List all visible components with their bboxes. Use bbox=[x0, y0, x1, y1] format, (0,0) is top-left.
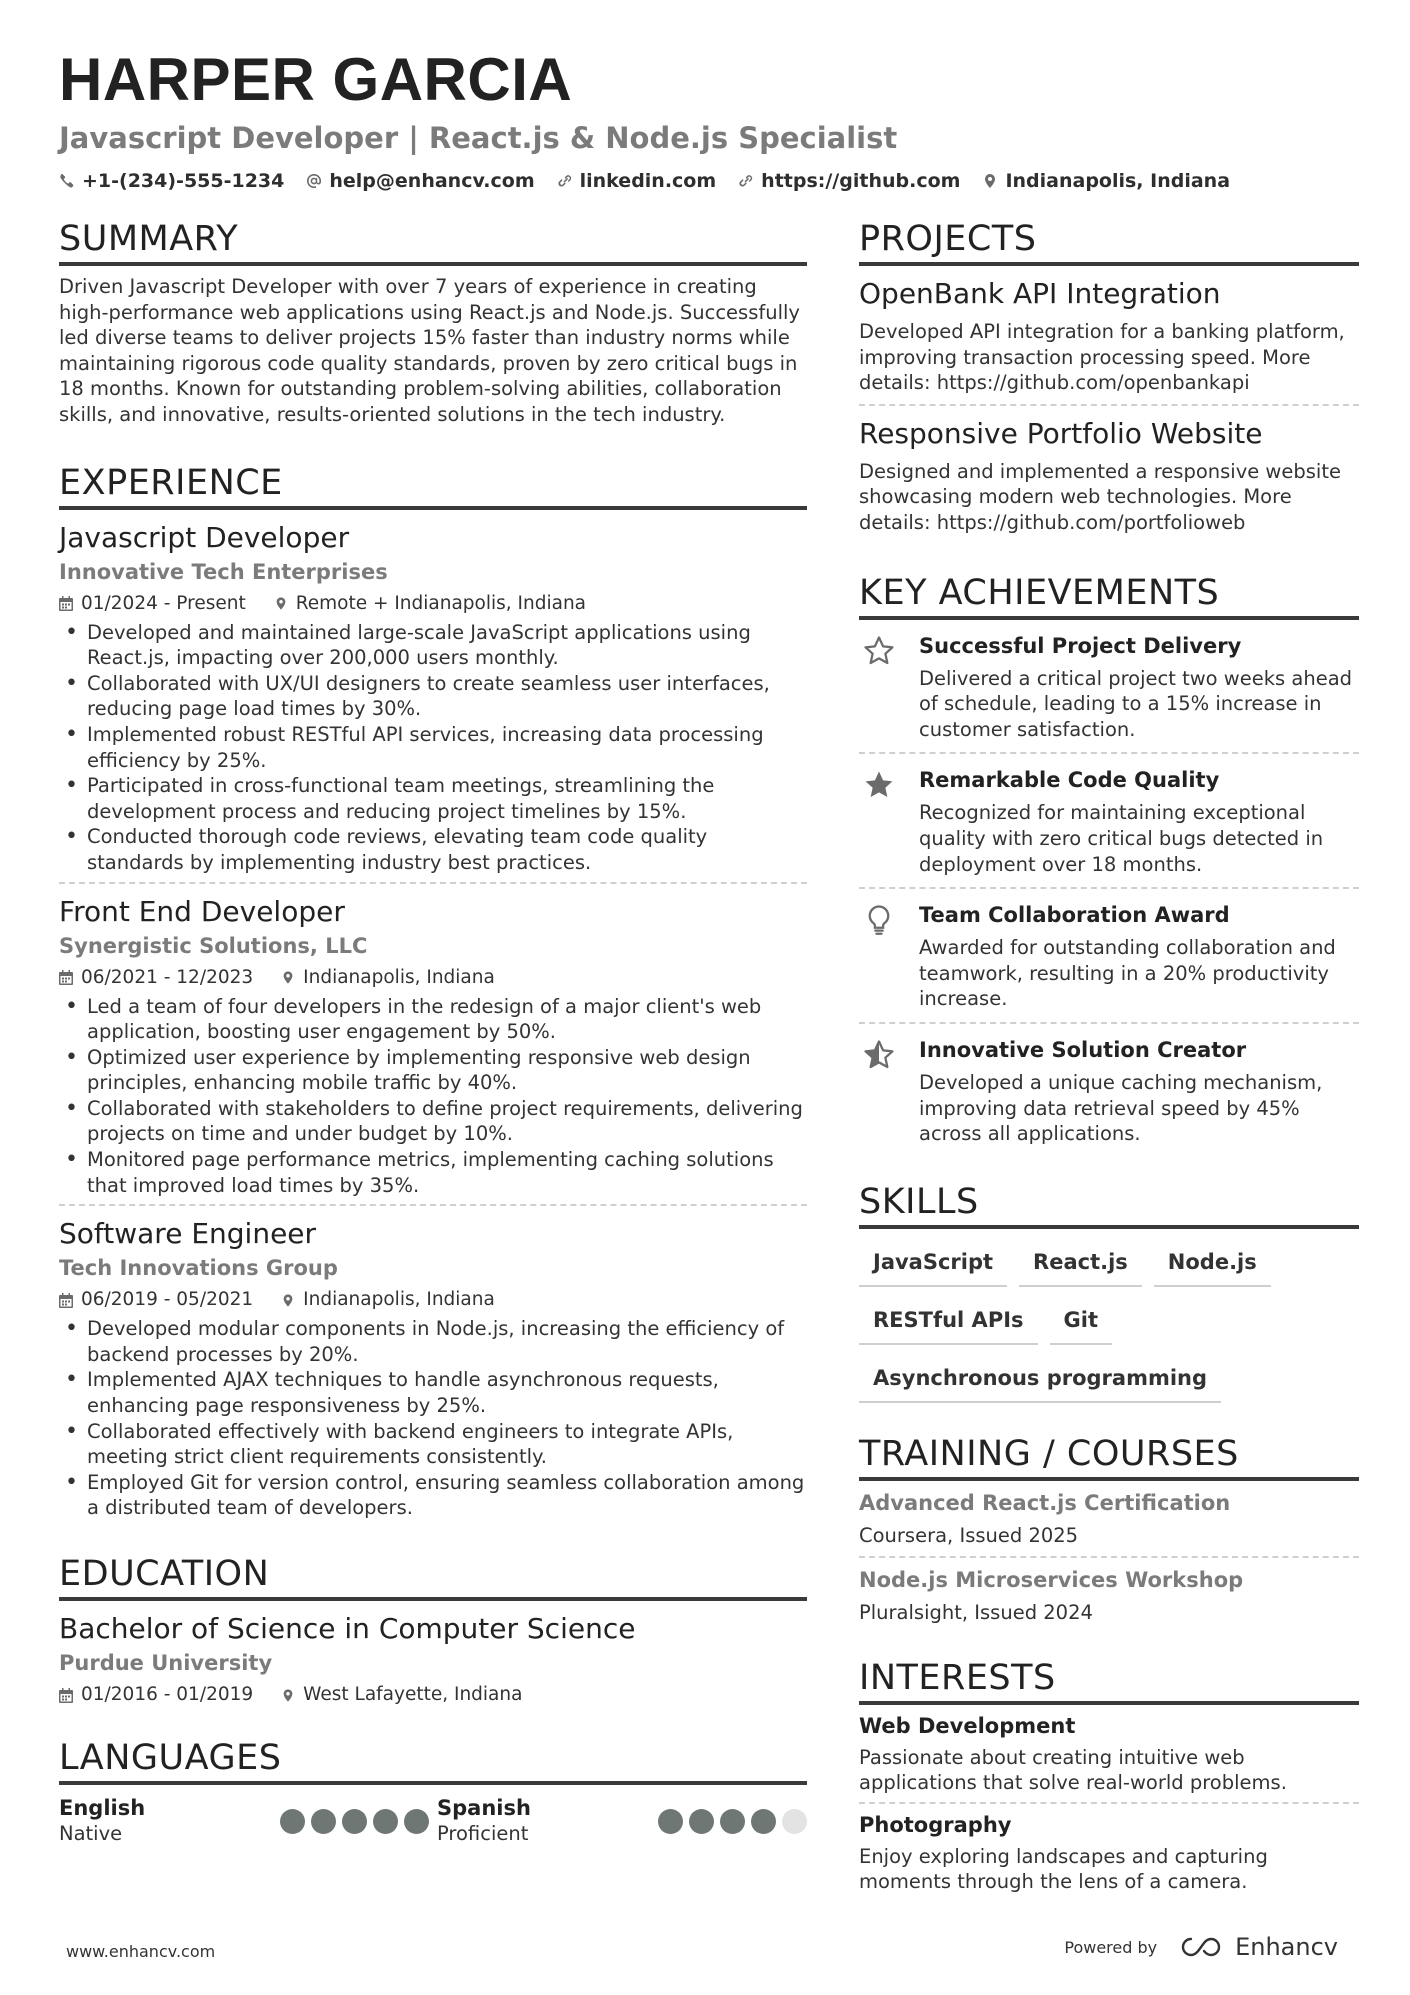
job-bullets bbox=[59, 620, 807, 876]
job-entry bbox=[59, 884, 807, 1207]
projects-section bbox=[859, 218, 1359, 544]
proficiency-dot-empty bbox=[782, 1809, 807, 1834]
phone-icon bbox=[59, 173, 75, 189]
achievement-description: Developed a unique caching mechanism, improving data retrieval speed by 45% across all applications. bbox=[919, 1070, 1323, 1146]
bullet-item: • Participated in cross-functional team meetings, streamlining the development process and reducing project timelines by 15%. bbox=[59, 773, 807, 824]
location-pin-icon bbox=[281, 1688, 295, 1703]
bullet-item: • Employed Git for version control, ensuring seamless collaboration among a distributed team of developers. bbox=[59, 1470, 807, 1521]
interest-entry bbox=[859, 1804, 1359, 1901]
project-description: Developed API integration for a banking platform, improving transaction processing speed. More details: https://github.com/openbankapi bbox=[859, 320, 1345, 395]
proficiency-dots bbox=[280, 1809, 429, 1834]
lightbulb-icon bbox=[862, 903, 896, 937]
job-location bbox=[281, 1288, 495, 1312]
achievement-icon-wrap bbox=[859, 766, 899, 877]
section-title: SUMMARY bbox=[59, 218, 807, 266]
right-column bbox=[859, 218, 1359, 1923]
education-location bbox=[281, 1683, 522, 1707]
proficiency-dot-filled bbox=[342, 1809, 367, 1834]
proficiency-dot-filled bbox=[751, 1809, 776, 1834]
job-meta bbox=[59, 966, 807, 990]
education-meta bbox=[59, 1683, 807, 1707]
star-outline-icon bbox=[862, 634, 896, 668]
proficiency-dot-filled bbox=[689, 1809, 714, 1834]
job-location bbox=[274, 592, 586, 616]
section-title: EXPERIENCE bbox=[59, 462, 807, 510]
project-description: Designed and implemented a responsive website showcasing modern web technologies. More details: https://github.com/portfolioweb bbox=[859, 459, 1341, 534]
project-title: OpenBank API Integration bbox=[859, 277, 1221, 310]
calendar-icon bbox=[59, 1688, 73, 1703]
bullet-item: • Developed modular components in Node.js, increasing the efficiency of backend processes by 20%. bbox=[59, 1316, 807, 1367]
bullet-item: • Implemented robust RESTful API services, increasing data processing efficiency by 25%. bbox=[59, 722, 807, 773]
section-title: KEY ACHIEVEMENTS bbox=[859, 572, 1359, 620]
course-provider: Pluralsight, Issued 2024 bbox=[859, 1600, 1093, 1624]
bullet-item: • Optimized user experience by implementing responsive web design principles, enhancing mobile traffic by 40%. bbox=[59, 1045, 807, 1096]
languages-list bbox=[59, 1795, 807, 1847]
phone-text: +1-(234)-555-1234 bbox=[82, 170, 285, 192]
languages-section bbox=[59, 1737, 807, 1847]
skill-tag: JavaScript bbox=[859, 1243, 1007, 1287]
section-title: INTERESTS bbox=[859, 1657, 1359, 1705]
star-half-icon bbox=[862, 1038, 896, 1072]
course-title: Advanced React.js Certification bbox=[859, 1490, 1231, 1515]
github-text: https://github.com bbox=[761, 170, 961, 192]
bullet-item: • Implemented AJAX techniques to handle asynchronous requests, enhancing page responsiveness by 25%. bbox=[59, 1367, 807, 1418]
course-provider: Coursera, Issued 2025 bbox=[859, 1523, 1079, 1547]
achievement-title: Remarkable Code Quality bbox=[919, 768, 1220, 793]
achievement-icon-wrap bbox=[859, 1036, 899, 1147]
interest-title: Web Development bbox=[859, 1713, 1076, 1738]
project-entry bbox=[859, 266, 1359, 406]
powered-by-label: Powered by bbox=[1064, 1937, 1158, 1957]
education-entry bbox=[59, 1601, 807, 1707]
language-item bbox=[437, 1795, 807, 1847]
language-name: English bbox=[59, 1796, 146, 1820]
achievement-description: Recognized for maintaining exceptional quality with zero critical bugs detected in deployment over 18 months. bbox=[919, 801, 1324, 876]
bullet-item: • Conducted thorough code reviews, elevating team code quality standards by implementing industry best practices. bbox=[59, 824, 807, 875]
location-text: Indianapolis, Indiana bbox=[1005, 170, 1231, 192]
skill-tag: Asynchronous programming bbox=[859, 1359, 1221, 1403]
project-entry bbox=[859, 406, 1359, 544]
job-meta bbox=[59, 592, 807, 616]
section-title: EDUCATION bbox=[59, 1553, 807, 1601]
achievements-section bbox=[859, 572, 1359, 1157]
proficiency-dot-filled bbox=[404, 1809, 429, 1834]
link-icon bbox=[557, 173, 573, 189]
interest-title: Photography bbox=[859, 1812, 1012, 1837]
company-name: Innovative Tech Enterprises bbox=[59, 559, 388, 584]
degree: Bachelor of Science in Computer Science bbox=[59, 1612, 636, 1645]
job-entry bbox=[59, 1206, 807, 1527]
achievement-item bbox=[859, 754, 1359, 889]
interest-entry bbox=[859, 1705, 1359, 1804]
location-text: Indianapolis, Indiana bbox=[303, 1289, 495, 1311]
location-pin-icon bbox=[281, 1293, 295, 1308]
job-bullets bbox=[59, 994, 807, 1199]
achievement-description: Delivered a critical project two weeks ahead of schedule, leading to a 15% increase in customer satisfaction. bbox=[919, 666, 1353, 741]
calendar-icon bbox=[59, 970, 73, 985]
email-text: help@enhancv.com bbox=[329, 170, 535, 192]
brand-logo[interactable] bbox=[1179, 1933, 1338, 1961]
section-title: PROJECTS bbox=[859, 218, 1359, 266]
school-name: Purdue University bbox=[59, 1651, 273, 1675]
language-item bbox=[59, 1795, 429, 1847]
project-title: Responsive Portfolio Website bbox=[859, 416, 1263, 450]
company-name: Tech Innovations Group bbox=[59, 1256, 338, 1281]
brand-name: Enhancv bbox=[1235, 1933, 1338, 1961]
location-pin-icon bbox=[281, 970, 295, 985]
job-title: Front End Developer bbox=[59, 894, 345, 928]
interest-description: Enjoy exploring landscapes and capturing moments through the lens of a camera. bbox=[859, 1844, 1268, 1894]
language-name: Spanish bbox=[437, 1796, 531, 1820]
achievement-icon-wrap bbox=[859, 901, 899, 1012]
calendar-icon bbox=[59, 596, 73, 611]
proficiency-dot-filled bbox=[280, 1809, 305, 1834]
achievement-item bbox=[859, 620, 1359, 755]
bullet-item: • Collaborated with UX/UI designers to create seamless user interfaces, reducing page load times by 30%. bbox=[59, 671, 807, 722]
proficiency-dot-filled bbox=[373, 1809, 398, 1834]
course-entry bbox=[859, 1558, 1359, 1633]
contact-bar bbox=[59, 170, 1359, 192]
bullet-item: • Led a team of four developers in the redesign of a major client's web application, boosting user engagement by 50%. bbox=[59, 994, 807, 1045]
location-pin-icon bbox=[982, 173, 998, 189]
link-icon bbox=[738, 173, 754, 189]
location-pin-icon bbox=[274, 596, 288, 611]
proficiency-dot-filled bbox=[720, 1809, 745, 1834]
skill-tag: RESTful APIs bbox=[859, 1301, 1038, 1345]
job-meta bbox=[59, 1288, 807, 1312]
interest-description: Passionate about creating intuitive web applications that solve real-world problems. bbox=[859, 1745, 1287, 1795]
bullet-item: • Monitored page performance metrics, implementing caching solutions that improved load times by 35%. bbox=[59, 1147, 807, 1198]
company-name: Synergistic Solutions, LLC bbox=[59, 933, 368, 958]
at-icon bbox=[306, 173, 322, 189]
left-column bbox=[59, 218, 807, 1869]
contact-linkedin[interactable] bbox=[557, 170, 717, 192]
achievement-title: Innovative Solution Creator bbox=[919, 1037, 1247, 1062]
course-title: Node.js Microservices Workshop bbox=[859, 1567, 1244, 1592]
summary-section bbox=[59, 218, 807, 428]
job-dates bbox=[59, 592, 246, 616]
job-title: Javascript Developer bbox=[59, 520, 350, 554]
section-title: TRAINING / COURSES bbox=[859, 1433, 1359, 1481]
contact-github[interactable] bbox=[738, 170, 960, 192]
interests-section bbox=[859, 1657, 1359, 1901]
achievement-icon-wrap bbox=[859, 632, 899, 743]
bullet-item: • Developed and maintained large-scale JavaScript applications using React.js, impacting over 200,000 users monthly. bbox=[59, 620, 807, 671]
education-dates bbox=[59, 1683, 253, 1707]
training-section bbox=[859, 1433, 1359, 1633]
language-level: Proficient bbox=[437, 1822, 529, 1845]
header bbox=[59, 44, 1359, 192]
contact-email[interactable] bbox=[306, 170, 534, 192]
headline: Javascript Developer | React.js & Node.js Specialist bbox=[59, 121, 898, 155]
bullet-item: • Collaborated with stakeholders to define project requirements, delivering projects on time and under budget by 10%. bbox=[59, 1096, 807, 1147]
skill-tag: Git bbox=[1050, 1301, 1112, 1345]
dates-text: 06/2021 - 12/2023 bbox=[81, 966, 254, 988]
skills-section bbox=[859, 1181, 1359, 1403]
dates-text: 06/2019 - 05/2021 bbox=[81, 1289, 254, 1311]
linkedin-text: linkedin.com bbox=[579, 170, 717, 192]
location-text: Remote + Indianapolis, Indiana bbox=[295, 592, 587, 614]
skill-tag: Node.js bbox=[1154, 1243, 1271, 1287]
contact-phone[interactable] bbox=[59, 170, 284, 192]
dates-text: 01/2024 - Present bbox=[81, 592, 246, 614]
job-dates bbox=[59, 1288, 253, 1312]
contact-location bbox=[982, 170, 1230, 192]
proficiency-dots bbox=[658, 1809, 807, 1834]
dates-text: 01/2016 - 01/2019 bbox=[81, 1684, 254, 1705]
location-text: West Lafayette, Indiana bbox=[303, 1684, 523, 1705]
section-title: SKILLS bbox=[859, 1181, 1359, 1229]
job-bullets bbox=[59, 1316, 807, 1521]
proficiency-dot-filled bbox=[658, 1809, 683, 1834]
section-title: LANGUAGES bbox=[59, 1737, 807, 1785]
candidate-name: HARPER GARCIA bbox=[59, 46, 573, 113]
skill-tag: React.js bbox=[1019, 1243, 1142, 1287]
location-text: Indianapolis, Indiana bbox=[303, 966, 495, 988]
education-section bbox=[59, 1553, 807, 1707]
achievement-item bbox=[859, 889, 1359, 1024]
experience-section bbox=[59, 462, 807, 1527]
footer-website[interactable]: www.enhancv.com bbox=[66, 1942, 216, 1961]
achievement-title: Team Collaboration Award bbox=[919, 903, 1230, 928]
calendar-icon bbox=[59, 1293, 73, 1308]
achievement-title: Successful Project Delivery bbox=[919, 633, 1242, 658]
footer-branding bbox=[1064, 1933, 1338, 1961]
job-dates bbox=[59, 966, 253, 990]
skills-list bbox=[859, 1243, 1339, 1403]
achievement-description: Awarded for outstanding collaboration and teamwork, resulting in a 20% productivity increase. bbox=[919, 936, 1336, 1011]
course-entry bbox=[859, 1481, 1359, 1558]
language-level: Native bbox=[59, 1822, 123, 1845]
summary-text: Driven Javascript Developer with over 7 years of experience in creating high-performance web applications using React.js and Node.js. Successfully led diverse teams to deliver projects 15% faster than industry norms while maintaining rigorous code quality standards, proven by zero critical bugs in 18 months. Known for outstanding problem-solving abilities, collaboration skills, and innovative, results-oriented solutions in the tech industry. bbox=[59, 275, 800, 426]
job-title: Software Engineer bbox=[59, 1217, 317, 1251]
bullet-item: • Collaborated effectively with backend engineers to integrate APIs, meeting strict client requirements consistently. bbox=[59, 1419, 807, 1470]
job-entry bbox=[59, 510, 807, 884]
achievement-item bbox=[859, 1024, 1359, 1157]
star-filled-icon bbox=[862, 768, 896, 802]
enhancv-logo-icon bbox=[1179, 1935, 1225, 1959]
job-location bbox=[281, 966, 495, 990]
proficiency-dot-filled bbox=[311, 1809, 336, 1834]
